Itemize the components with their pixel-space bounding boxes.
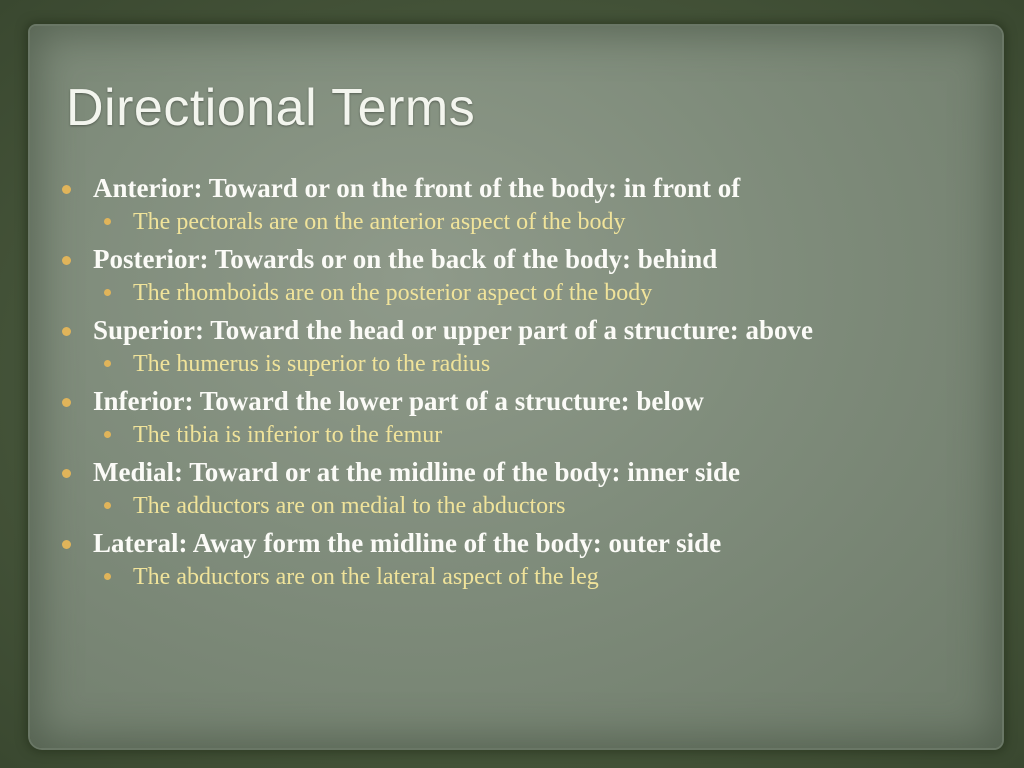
- sub-bullet-text: The tibia is inferior to the femur: [133, 422, 443, 448]
- bullet-item-superior: [62, 314, 922, 379]
- bullet-item-anterior: [62, 172, 922, 237]
- sub-bullet-item: [104, 562, 922, 592]
- bullet-list: [62, 172, 922, 598]
- bullet-text: Posterior: Towards or on the back of the body: behind: [93, 244, 718, 274]
- bullet-item-inferior: [62, 385, 922, 450]
- sub-bullet-item: [104, 278, 922, 308]
- sub-bullet-item: [104, 207, 922, 237]
- bullet-marker-icon: [62, 327, 71, 336]
- sub-bullet-list: [104, 562, 922, 592]
- sub-bullet-marker-icon: [104, 431, 111, 438]
- sub-bullet-text: The humerus is superior to the radius: [133, 351, 491, 377]
- bullet-item-lateral: [62, 527, 922, 592]
- sub-bullet-list: [104, 278, 922, 308]
- sub-bullet-list: [104, 420, 922, 450]
- bullet-marker-icon: [62, 469, 71, 478]
- bullet-text: Medial: Toward or at the midline of the body: inner side: [93, 457, 741, 487]
- bullet-item-posterior: [62, 243, 922, 308]
- sub-bullet-text: The adductors are on medial to the abductors: [133, 493, 566, 519]
- sub-bullet-item: [104, 491, 922, 521]
- bullet-text: Lateral: Away form the midline of the body: outer side: [93, 528, 722, 558]
- sub-bullet-item: [104, 349, 922, 379]
- slide-title: Directional Terms: [66, 79, 476, 137]
- bullet-text: Anterior: Toward or on the front of the body: in front of: [93, 173, 741, 203]
- sub-bullet-marker-icon: [104, 502, 111, 509]
- sub-bullet-marker-icon: [104, 573, 111, 580]
- sub-bullet-marker-icon: [104, 289, 111, 296]
- sub-bullet-list: [104, 207, 922, 237]
- sub-bullet-list: [104, 491, 922, 521]
- bullet-marker-icon: [62, 540, 71, 549]
- sub-bullet-marker-icon: [104, 360, 111, 367]
- sub-bullet-list: [104, 349, 922, 379]
- bullet-item-medial: [62, 456, 922, 521]
- sub-bullet-text: The pectorals are on the anterior aspect of the body: [133, 209, 626, 235]
- sub-bullet-text: The abductors are on the lateral aspect of the leg: [133, 564, 599, 590]
- bullet-text: Superior: Toward the head or upper part of a structure: above: [93, 315, 814, 345]
- bullet-text: Inferior: Toward the lower part of a structure: below: [93, 386, 704, 416]
- sub-bullet-marker-icon: [104, 218, 111, 225]
- sub-bullet-item: [104, 420, 922, 450]
- sub-bullet-text: The rhomboids are on the posterior aspect of the body: [133, 280, 653, 306]
- bullet-marker-icon: [62, 256, 71, 265]
- bullet-marker-icon: [62, 185, 71, 194]
- bullet-marker-icon: [62, 398, 71, 407]
